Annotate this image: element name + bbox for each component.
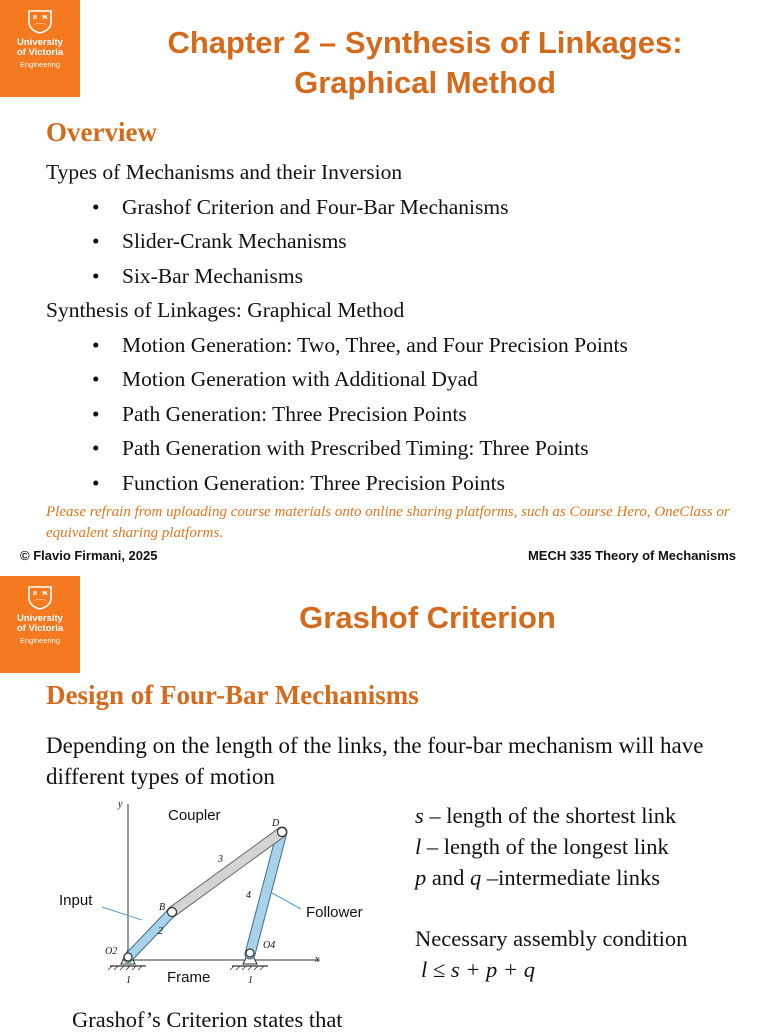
and-text: and xyxy=(426,865,470,890)
grashof-statement: Grashof’s Criterion states that xyxy=(72,1007,343,1032)
def-intermediate xyxy=(415,862,660,893)
link3-label: 3 xyxy=(218,854,223,865)
logo-line3: Engineering xyxy=(19,636,61,645)
logo-line3: Engineering xyxy=(19,60,61,69)
four-bar-diagram xyxy=(52,798,363,990)
logo-line1: University xyxy=(17,613,63,624)
list-item-text: Path Generation with Prescribed Timing: Three Points xyxy=(122,436,589,460)
def-shortest-text: – length of the shortest link xyxy=(423,803,677,828)
var-p: p xyxy=(415,865,427,890)
bullet-icon: • xyxy=(92,333,100,357)
footer-course: MECH 335 Theory of Mechanisms xyxy=(527,548,736,563)
var-s: s xyxy=(415,803,424,828)
frame-label: Frame xyxy=(167,969,211,986)
var-l: l xyxy=(415,834,422,859)
logo-line1: University xyxy=(17,37,63,48)
intro-paragraph: Depending on the length of the links, the four-bar mechanism will have different types of motion xyxy=(46,733,704,789)
slide-title-line2: Graphical Method xyxy=(294,65,556,100)
list-item-text: Function Generation: Three Precision Points xyxy=(122,471,505,495)
bullet-icon: • xyxy=(92,264,100,288)
assembly-condition-formula: l ≤ s + p + q xyxy=(421,957,535,982)
slide-title-line1: Chapter 2 – Synthesis of Linkages: xyxy=(167,25,683,60)
list-item-text: Six-Bar Mechanisms xyxy=(122,264,303,288)
bullet-icon: • xyxy=(92,229,100,253)
list-item xyxy=(92,264,303,289)
y-axis-label: y xyxy=(118,799,123,810)
var-q: q xyxy=(470,865,482,890)
footer-copyright: © Flavio Firmani, 2025 xyxy=(20,548,158,563)
point-o2-label: O2 xyxy=(105,946,118,957)
uvic-crest-icon xyxy=(27,586,53,610)
list-item xyxy=(92,436,589,461)
link2-label: 2 xyxy=(158,926,163,937)
university-logo xyxy=(0,576,80,673)
section-types-of-mechanisms: Types of Mechanisms and their Inversion xyxy=(46,160,403,184)
bullet-icon: • xyxy=(92,367,100,391)
section-synthesis-of-linkages: Synthesis of Linkages: Graphical Method xyxy=(46,298,405,322)
def-longest xyxy=(415,831,669,862)
x-axis-label: x xyxy=(315,954,320,965)
assembly-condition-label: Necessary assembly condition xyxy=(415,926,688,951)
list-item xyxy=(92,195,509,220)
list-item-text: Motion Generation: Two, Three, and Four Precision Points xyxy=(122,333,628,357)
follower-label: Follower xyxy=(306,904,363,921)
list-item-text: Path Generation: Three Precision Points xyxy=(122,402,467,426)
def-longest-text: – length of the longest link xyxy=(421,834,669,859)
list-item xyxy=(92,471,505,496)
overview-heading: Overview xyxy=(46,117,157,147)
list-item xyxy=(92,333,628,358)
university-logo xyxy=(0,0,80,97)
list-item xyxy=(92,367,478,392)
list-item xyxy=(92,229,347,254)
list-item-text: Motion Generation with Additional Dyad xyxy=(122,367,478,391)
four-bar-heading: Design of Four-Bar Mechanisms xyxy=(46,680,419,710)
logo-line2: of Victoria xyxy=(16,47,64,58)
list-item-text: Grashof Criterion and Four-Bar Mechanisms xyxy=(122,195,509,219)
link1-right-label: 1 xyxy=(248,975,253,986)
input-leader xyxy=(102,907,142,920)
link1-left-label: 1 xyxy=(126,975,131,986)
def-shortest xyxy=(415,800,676,831)
slide-grashof-criterion xyxy=(0,576,768,1032)
sharing-notice: Please refrain from uploading course materials onto online sharing platforms, such as Course Hero, OneClass or equivalent sharing platforms. xyxy=(46,504,730,541)
logo-line2: of Victoria xyxy=(16,623,64,634)
follower-leader xyxy=(272,893,301,909)
slide-title: Grashof Criterion xyxy=(299,600,556,635)
def-intermediate-text: –intermediate links xyxy=(481,865,660,890)
input-link xyxy=(128,912,172,958)
joint-o2 xyxy=(124,953,132,961)
joint-b xyxy=(168,908,177,917)
point-b-label: B xyxy=(159,902,166,913)
bullet-icon: • xyxy=(92,436,100,460)
coupler-label: Coupler xyxy=(168,807,221,824)
link4-label: 4 xyxy=(246,890,251,901)
bullet-icon: • xyxy=(92,471,100,495)
list-item xyxy=(92,402,467,427)
joint-o4 xyxy=(246,949,254,957)
uvic-crest-icon xyxy=(27,10,53,34)
list-item-text: Slider-Crank Mechanisms xyxy=(122,229,347,253)
input-label: Input xyxy=(59,892,93,909)
point-d-label: D xyxy=(272,818,280,829)
bullet-icon: • xyxy=(92,402,100,426)
point-o4-label: O4 xyxy=(263,940,276,951)
bullet-icon: • xyxy=(92,195,100,219)
